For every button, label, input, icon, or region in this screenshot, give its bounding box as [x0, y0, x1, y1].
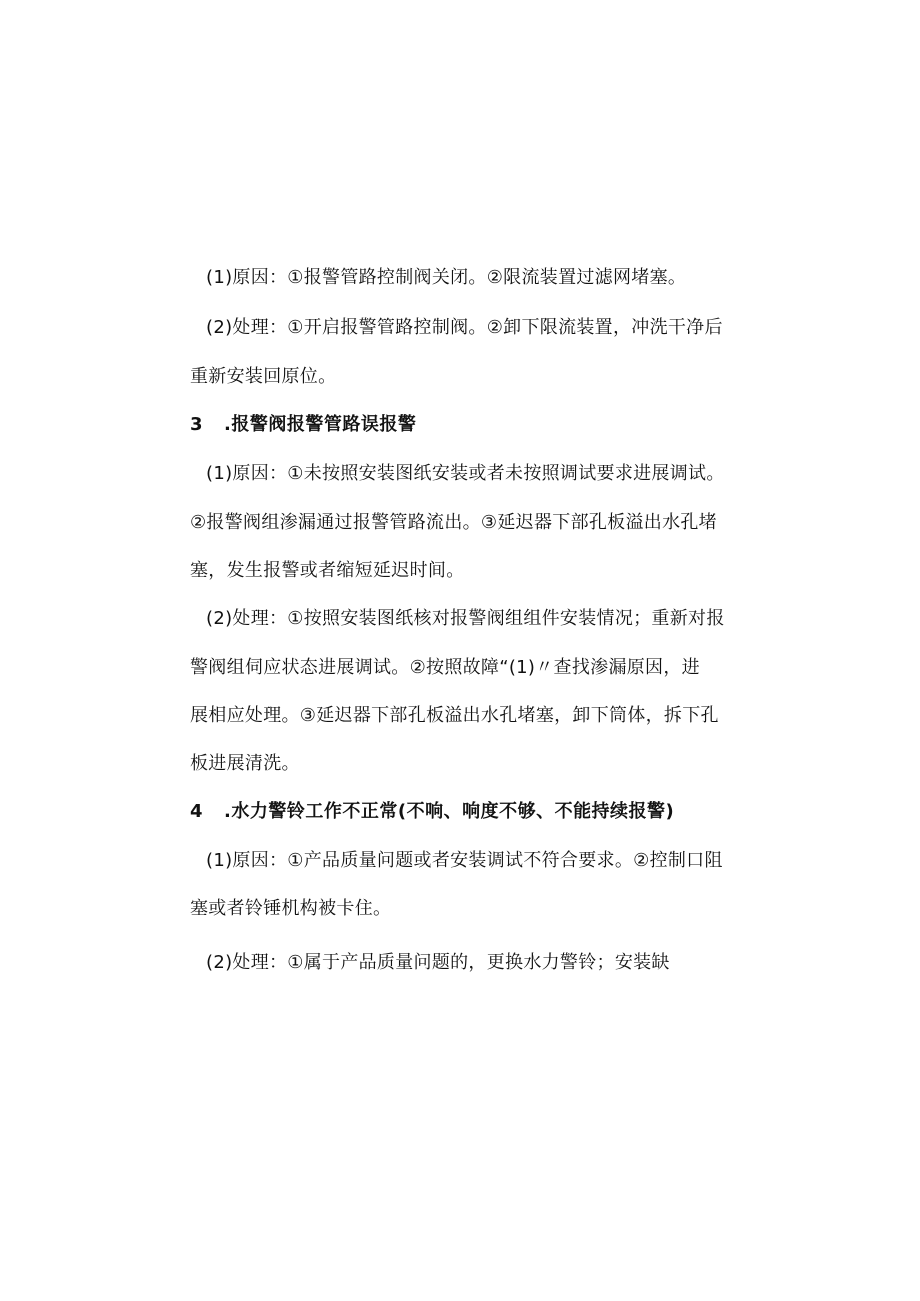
- paragraph-handling-3-line-3: 展相应处理。③延迟器下部孔板溢出水孔堵塞，卸下筒体，拆下孔: [190, 705, 719, 726]
- paragraph-cause-4-line-2: 塞或者铃锤机构被卡住。: [190, 898, 392, 919]
- paragraph-handling-1-line-2: 重新安装回原位。: [190, 366, 337, 387]
- paragraph-handling-3-line-4: 板进展清洗。: [190, 753, 300, 774]
- paragraph-cause-3-line-3: 塞，发生报警或者缩短延迟时间。: [190, 560, 465, 581]
- section-title: .水力警铃工作不正常(不响、响度不够、不能持续报警): [224, 801, 675, 822]
- section-heading-4: [190, 800, 674, 824]
- paragraph-cause-3-line-1: (1)原因：①未按照安装图纸安装或者未按照调试要求进展调试。: [206, 463, 725, 484]
- paragraph-handling-4-line-1: (2)处理：①属于产品质量问题的，更换水力警铃；安装缺: [206, 952, 670, 973]
- paragraph-cause-1: (1)原因：①报警管路控制阀关闭。②限流装置过滤网堵塞。: [206, 267, 687, 288]
- paragraph-handling-3-line-1: (2)处理：①按照安装图纸核对报警阀组组件安装情况；重新对报: [206, 608, 725, 629]
- paragraph-handling-1-line-1: (2)处理：①开启报警管路控制阀。②卸下限流装置，冲洗干净后: [206, 317, 723, 338]
- paragraph-cause-3-line-2: ②报警阀组渗漏通过报警管路流出。③延迟器下部孔板溢出水孔堵: [190, 512, 717, 533]
- section-heading-3: [190, 413, 416, 437]
- section-number: 4: [190, 801, 204, 822]
- paragraph-cause-4-line-1: (1)原因：①产品质量问题或者安装调试不符合要求。②控制口阻: [206, 850, 723, 871]
- paragraph-handling-3-line-2: 警阀组伺应状态进展调试。②按照故障“(1)〃查找渗漏原因，进: [190, 657, 700, 678]
- section-title: .报警阀报警管路误报警: [224, 414, 417, 435]
- section-number: 3: [190, 414, 204, 435]
